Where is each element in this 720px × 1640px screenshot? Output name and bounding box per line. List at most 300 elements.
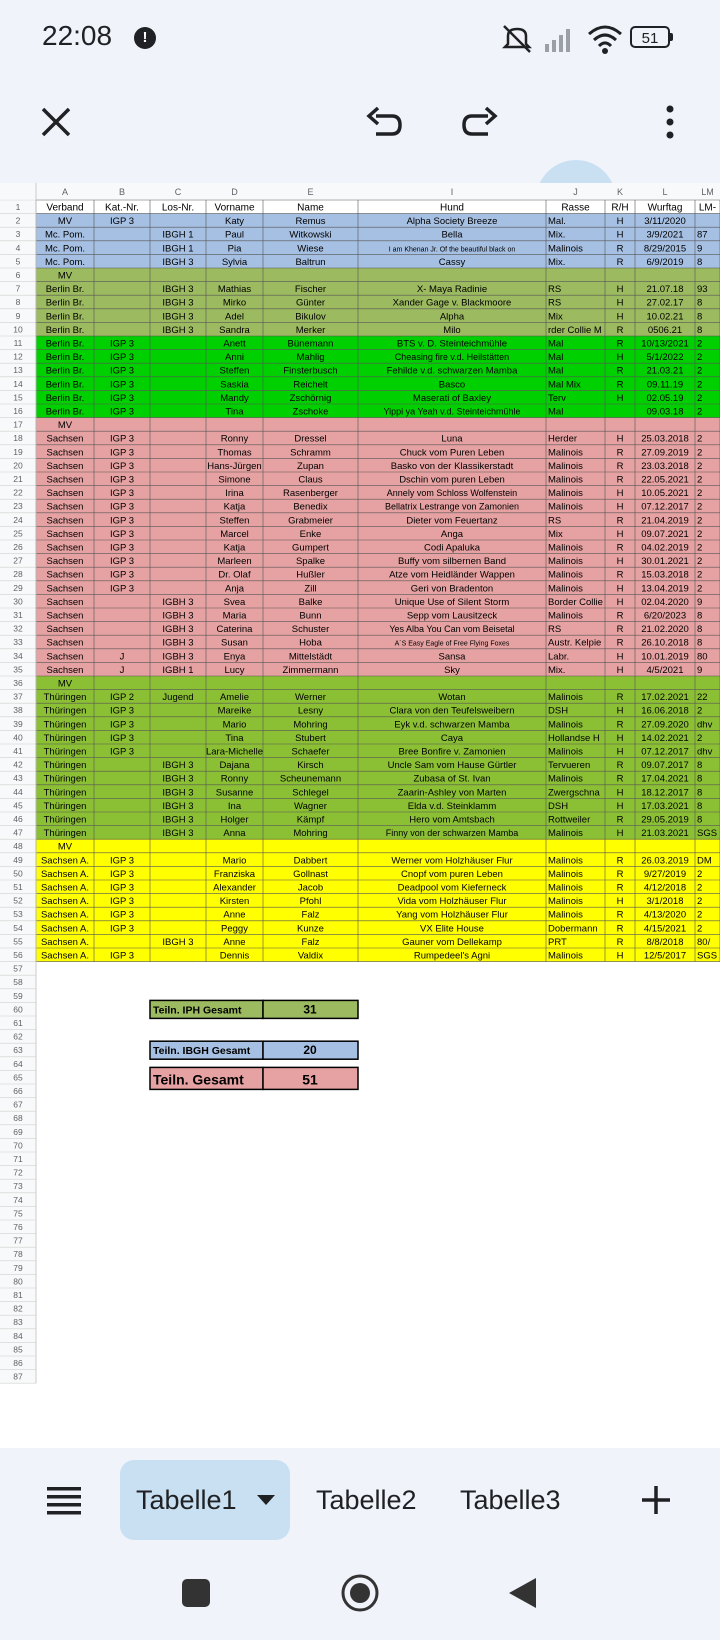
table-cell: 2 [697,460,703,472]
table-cell: Austr. Kelpie [548,637,602,649]
table-cell: dhv [697,746,713,758]
table-cell: Holger [220,814,249,826]
row-number: 85 [13,1344,23,1355]
table-cell: Sky [444,664,460,676]
table-cell: Mc. Pom. [44,243,86,255]
table-cell: 12/5/2017 [643,950,687,962]
table-cell: Vida vom Holzhäuser Flur [397,896,507,908]
table-cell: DSH [548,800,569,812]
table-cell: Malinois [548,569,583,581]
tab-tabelle1[interactable] [120,1460,290,1540]
table-cell: 2 [697,542,703,554]
column-letter: L [662,187,668,197]
table-row[interactable] [36,839,720,853]
table-cell: Dobermann [548,923,598,935]
table-cell: Sachsen [46,488,84,500]
table-cell: DSH [548,705,569,717]
table-cell: H [616,433,624,445]
table-cell: 8 [697,637,703,649]
table-cell: Malinois [548,692,583,704]
table-cell: J [119,664,125,676]
tab-tabelle3[interactable] [460,1460,561,1540]
chevron-down-icon[interactable] [256,1494,276,1506]
table-cell: 2 [697,556,703,568]
redo-icon[interactable] [454,96,506,148]
table-cell: Sachsen A. [40,950,90,962]
table-cell: Berlin Br. [45,352,85,364]
table-cell: Gumpert [292,542,329,554]
row-number: 47 [13,827,23,838]
table-cell: 2 [697,447,703,459]
table-cell: Werner vom Holzhäuser Flur [391,855,513,867]
table-cell: Berlin Br. [45,338,85,350]
table-cell: Bunn [299,610,322,622]
table-cell: Lara-Michelle [205,746,264,758]
table-cell: Alexander [213,882,256,894]
table-cell: IGP 3 [109,447,135,459]
row-number: 77 [13,1235,23,1246]
table-cell: Dr. Olaf [218,569,251,581]
table-cell: Sachsen [46,542,84,554]
table-cell: 09.07.2021 [641,528,689,540]
tab-tabelle2[interactable] [316,1460,417,1540]
table-cell: Wotan [438,692,466,704]
table-cell: Mal Mix [548,379,581,391]
table-cell: DM [697,855,712,867]
spreadsheet-grid[interactable] [0,183,720,1448]
table-cell: 22.05.2021 [641,474,689,486]
table-cell: IGP 3 [109,338,135,350]
row-number: 84 [13,1330,23,1341]
row-number: 6 [15,270,21,280]
table-cell: IGP 3 [109,705,135,717]
undo-icon[interactable] [358,96,410,148]
table-cell: IGP 3 [109,855,135,867]
row-number: 38 [13,705,23,716]
table-cell: 2 [697,501,703,513]
table-cell: H [616,746,624,758]
table-cell: IBGH 3 [162,800,194,812]
table-cell: 30.01.2021 [641,556,689,568]
table-cell: MV [57,678,73,690]
table-row[interactable] [36,404,720,418]
row-number: 76 [13,1222,23,1232]
row-number: 40 [13,732,23,743]
table-cell: IGP 3 [109,433,135,445]
table-cell: Pfohl [299,896,322,908]
row-number: 52 [13,895,23,906]
table-cell: I am Khenan Jr. Of the beautiful black on [388,246,516,254]
column-letter: D [231,187,238,197]
table-cell: Thüringen [43,746,87,758]
table-cell: Irina [225,488,244,500]
table-cell: Cheasing fire v.d. Heilstätten [394,352,510,363]
table-cell: Uncle Sam vom Hause Gürtler [387,760,517,772]
table-cell: Mohring [293,719,328,731]
table-cell: Schlegel [292,787,329,799]
table-cell: Scheunemann [279,773,342,785]
row-number: 1 [15,202,21,212]
table-cell: 07.12.2017 [641,746,689,758]
table-cell: Tina [225,406,244,418]
table-cell: 23.03.2018 [641,460,689,472]
table-cell: Sachsen [46,515,84,527]
table-cell: H [616,528,624,540]
table-cell: Katja [223,542,246,554]
table-cell: IGP 3 [109,746,135,758]
table-cell: 16.06.2018 [641,705,689,717]
table-cell: Thüringen [43,800,87,812]
table-cell: Zimmermann [282,664,339,676]
summary-value: 31 [303,1002,317,1017]
table-cell: 2 [697,338,703,350]
table-cell: 17.02.2021 [641,692,689,704]
table-cell: Spalke [295,556,326,568]
row-number: 61 [13,1018,23,1028]
table-cell: Cnopf vom puren Leben [401,868,503,880]
table-cell: Zschoke [292,406,329,418]
table-cell: IBGH 3 [162,773,194,785]
row-number: 28 [13,569,23,580]
table-cell: J [119,651,125,663]
table-cell: Mario [222,855,247,867]
row-number: 3 [15,229,21,240]
row-number: 19 [13,446,23,457]
table-cell: H [616,297,624,309]
table-cell: R [616,719,624,731]
table-cell: 93 [697,284,708,296]
row-number: 25 [13,528,23,539]
battery-icon: 51 [630,26,670,48]
table-cell: Malinois [548,855,583,867]
table-cell: Elda v.d. Steinklamm [407,800,497,812]
table-cell: IBGH 3 [162,284,194,296]
table-cell: Benedix [293,501,328,513]
table-cell: IGP 3 [109,460,135,472]
table-cell: SGS [697,828,718,840]
table-cell: H [616,705,624,717]
row-number: 64 [13,1058,23,1069]
table-cell: Milo [443,324,461,336]
table-cell: R [616,515,624,527]
table-cell: Herder [548,433,578,445]
row-number: 67 [13,1099,23,1110]
table-cell: Günter [295,297,326,309]
row-number: 18 [13,433,23,444]
table-cell: Malinois [548,501,583,513]
table-cell: Sachsen [46,433,84,445]
header-cell: Vorname [214,202,255,214]
table-cell: Mal. [548,216,566,228]
table-cell: Franziska [213,868,256,880]
table-cell: IGP 3 [109,923,135,935]
table-cell: IGP 2 [109,692,135,704]
table-cell: H [616,732,624,744]
row-number: 51 [13,882,23,892]
row-number: 4 [15,242,21,253]
table-cell: 15.03.2018 [641,569,689,581]
table-cell: Kirsch [297,760,324,772]
table-cell: Mal [548,406,564,418]
table-cell: MV [57,841,73,853]
back-icon[interactable] [504,1575,540,1611]
column-letter: K [616,187,624,197]
table-cell: Malinois [548,746,583,758]
summary-label: Teiln. IPH Gesamt [153,1004,242,1017]
table-cell: 2 [697,909,703,921]
header-cell: Verband [46,202,84,214]
table-cell: Rasenberger [283,488,338,500]
table-cell: 2 [697,569,703,581]
row-number: 9 [15,310,21,321]
column-letter: LM [701,187,714,197]
table-cell: 9 [697,243,703,255]
column-letter: A [61,187,69,197]
table-cell: Berlin Br. [45,297,85,309]
table-cell: Maria [222,610,247,622]
table-cell: 4/5/2021 [646,664,684,676]
home-icon[interactable] [340,1573,380,1613]
table-cell: Thüringen [43,732,87,744]
more-icon[interactable] [650,96,690,148]
table-cell: IGP 3 [109,556,135,568]
table-cell: R [616,923,624,935]
row-number: 32 [13,623,23,634]
table-cell: IGP 3 [109,896,135,908]
table-cell: 4/15/2021 [643,923,687,935]
table-cell: Enya [223,651,246,663]
table-cell: H [616,664,624,676]
table-cell: Anni [224,352,245,364]
table-cell: IGP 3 [109,392,135,404]
row-number: 27 [13,555,23,566]
table-cell: Marleen [217,556,252,568]
table-cell: 2 [697,868,703,880]
table-cell: H [616,896,624,908]
table-cell: Buffy vom silbernen Band [397,556,507,568]
table-cell: Clara von den Teufelsweibern [389,705,515,717]
table-cell: Mathias [217,284,252,296]
table-cell: 8 [697,773,703,785]
table-cell: Enke [299,528,322,540]
row-number: 35 [13,664,23,675]
table-cell: Schramm [290,447,331,459]
column-header-bar [0,183,720,199]
table-cell: Mal [548,352,564,364]
table-cell: 6/20/2023 [643,610,687,622]
table-cell: 2 [697,352,703,364]
table-cell: Tervueren [548,760,591,772]
table-cell: R [616,324,624,336]
table-cell: Dieter vom Feuertanz [406,515,498,527]
table-cell: Mandy [220,392,249,404]
alert-icon: ! [134,27,156,49]
table-cell: Mahlig [296,352,325,364]
table-cell: Bikulov [295,311,326,323]
all-sheets-icon[interactable] [44,1482,84,1518]
signal-icon [543,22,577,56]
table-cell: H [616,352,624,364]
table-cell: H [616,828,624,840]
grid-canvas[interactable] [0,183,720,1448]
table-cell: PRT [548,936,567,948]
table-cell: Anne [223,909,246,921]
row-number: 70 [13,1140,23,1151]
table-cell: R [616,868,624,880]
table-cell: 29.05.2019 [641,814,689,826]
table-cell: 27.09.2019 [641,447,689,459]
table-cell: 6/9/2019 [646,256,684,268]
table-cell: IBGH 3 [162,828,194,840]
table-cell: 8 [697,610,703,622]
table-cell: Annely vom Schloss Wolfenstein [386,488,518,499]
row-number: 36 [13,678,23,688]
table-cell: Zupan [297,460,324,472]
table-cell: Peggy [221,923,248,935]
table-cell: R [616,379,624,391]
status-bar [0,0,720,80]
table-cell: R [616,256,624,268]
table-cell: Ronny [220,773,249,785]
table-cell: Balke [298,596,323,608]
table-cell: 2 [697,406,703,418]
table-cell: R [616,773,624,785]
table-cell: IGBH 3 [162,624,194,636]
row-number: 42 [13,759,23,770]
table-cell: IBGH 3 [162,324,194,336]
table-cell: Sachsen [46,528,84,540]
table-cell: 09.07.2017 [641,760,689,772]
table-cell: Basco [438,379,466,391]
table-cell: Bella [441,229,463,241]
summary-label: Teiln. Gesamt [153,1071,244,1088]
table-cell: dhv [697,719,713,731]
table-cell: IGP 3 [109,474,135,486]
table-cell: IGP 3 [109,501,135,513]
table-cell: R [616,447,624,459]
table-cell: 10.05.2021 [641,488,689,500]
table-cell: IGBH 3 [162,610,194,622]
row-number: 14 [13,378,23,389]
table-cell: Mix. [548,256,566,268]
row-number: 34 [13,650,23,661]
table-cell: Zill [304,583,317,595]
table-cell: Schuster [291,624,330,636]
table-cell: Jacob [297,882,324,894]
table-cell: X- Maya Radinie [416,284,488,296]
close-icon[interactable] [30,96,82,148]
row-number: 2 [15,215,21,226]
navigation-bar [0,1555,720,1640]
row-number: 16 [13,406,23,416]
summary-value: 20 [303,1043,317,1058]
table-cell: Sylvia [221,256,248,268]
table-cell: IGP 3 [109,515,135,527]
table-cell: Thüringen [43,760,87,772]
row-number: 87 [13,1371,23,1382]
table-cell: Hoba [299,637,322,649]
table-cell: Malinois [548,583,583,595]
battery-tip [670,33,673,41]
table-cell: Reichelt [293,379,328,391]
table-cell: Hußler [296,569,325,581]
table-cell: Thüringen [43,787,87,799]
table-cell: Berlin Br. [45,311,85,323]
table-cell: 04.02.2019 [641,542,689,554]
row-number: 50 [13,868,23,879]
table-cell: IBGH 3 [162,936,194,948]
table-cell: Steffen [219,365,250,377]
row-number: 73 [13,1181,23,1192]
mute-icon [500,22,534,56]
row-number: 72 [13,1167,23,1178]
table-cell: Claus [298,474,323,486]
table-cell: Mix. [548,229,566,241]
table-cell: H [616,311,624,323]
table-cell: Susanne [215,787,254,799]
table-cell: 21.03.21 [646,365,684,377]
row-number: 22 [13,487,23,498]
table-cell: Border Collie [548,596,603,608]
recents-icon[interactable] [180,1577,212,1609]
table-cell: 10/13/2021 [641,338,689,350]
table-cell: 8 [697,256,703,268]
table-cell: Ronny [220,433,249,445]
row-number: 48 [13,841,23,852]
table-cell: IGP 3 [109,909,135,921]
table-cell: 9 [697,596,703,608]
table-cell: 2 [697,392,703,404]
row-number: 26 [13,542,23,552]
row-number: 41 [13,746,23,756]
table-cell: Luna [441,433,463,445]
table-cell: 8 [697,814,703,826]
table-cell: Zubasa of St. Ivan [413,773,491,785]
row-number: 78 [13,1249,23,1260]
table-cell: 14.02.2021 [641,732,689,744]
table-cell: 2 [697,528,703,540]
table-row[interactable] [36,418,720,432]
table-cell: Paul [224,229,245,241]
table-row[interactable] [36,676,720,690]
table-cell: Thüringen [43,692,87,704]
table-cell: Eyk v.d. schwarzen Mamba [394,719,510,731]
table-cell: Sachsen A. [40,936,90,948]
table-row[interactable] [36,268,720,282]
row-number: 71 [13,1154,23,1164]
table-cell: Sachsen [46,583,84,595]
add-sheet-icon[interactable] [636,1480,676,1520]
header-cell: Hund [440,202,464,214]
table-cell: Berlin Br. [45,392,85,404]
row-number: 58 [13,977,23,988]
column-letter: C [174,187,182,197]
table-cell: Finsterbusch [283,365,338,377]
table-cell: Sachsen [46,569,84,581]
table-cell: Yang vom Holzhäuser Flur [396,909,508,921]
table-cell: Mc. Pom. [44,256,86,268]
table-cell: IGP 3 [109,719,135,731]
table-cell: Anne [223,936,246,948]
table-cell: Sachsen A. [40,882,90,894]
table-cell: 8 [697,311,703,323]
table-cell: Berlin Br. [45,406,85,418]
table-cell: Malinois [548,474,583,486]
table-cell: 17.04.2021 [641,773,689,785]
table-cell: Lucy [224,664,245,676]
table-cell: IGP 3 [109,406,135,418]
table-cell: Merker [295,324,326,336]
